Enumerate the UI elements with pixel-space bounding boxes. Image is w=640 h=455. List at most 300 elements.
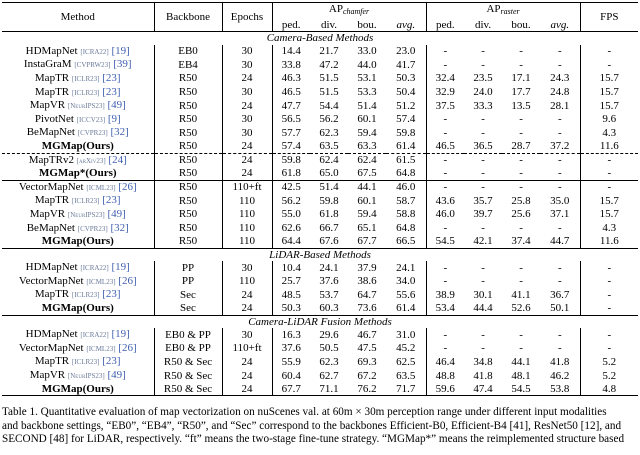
value-cell: 48.1	[511, 369, 531, 382]
value-cell: 16.3	[272, 328, 310, 342]
backbone-cell: R50	[154, 72, 222, 86]
value-cell: -	[580, 167, 638, 180]
value-cell: 47.2	[319, 58, 339, 71]
backbone-cell: R50	[154, 167, 222, 180]
value-cell: 42.5	[272, 180, 310, 194]
value-cell: -	[557, 222, 562, 234]
value-cell: -	[519, 113, 523, 126]
value-cell: 35.7	[473, 194, 493, 207]
value-cell: 46.0	[426, 208, 464, 222]
citation-link[interactable]: [49]	[107, 207, 126, 220]
value-cell: 46.0	[386, 180, 426, 194]
value-cell: 33.8	[272, 58, 310, 72]
col-fps-header: FPS	[580, 3, 638, 32]
table-row	[2, 261, 638, 275]
value-cell: -	[426, 342, 464, 356]
value-cell: 46.7	[357, 328, 377, 341]
value-cell: 43.6	[426, 194, 464, 208]
value-cell: -	[426, 58, 464, 72]
table-row	[2, 99, 638, 113]
table-row	[2, 180, 638, 194]
method-name: MGMap(Ours)	[41, 382, 114, 395]
venue-label: [ICCV23]	[76, 115, 106, 124]
method-name: HDMapNet	[25, 261, 78, 274]
value-cell: 39.7	[473, 208, 493, 221]
table-row	[2, 153, 638, 167]
value-cell: 44.7	[550, 235, 570, 248]
value-cell: 41.8	[473, 369, 493, 382]
method-name: MGMap(Ours)	[41, 302, 114, 315]
backbone-cell: R50 & Sec	[154, 383, 222, 396]
col-ap-raster-header: $AP_{raster}$	[426, 3, 580, 19]
method-cell	[2, 113, 154, 127]
method-cell	[2, 153, 154, 167]
table-row	[2, 222, 638, 236]
backbone-cell: R50 & Sec	[154, 369, 222, 383]
value-cell: 4.3	[580, 126, 638, 140]
value-cell: 53.3	[357, 86, 377, 99]
venue-label: [NeurIPS23]	[67, 102, 105, 111]
value-cell: 53.8	[540, 383, 580, 396]
table-row	[2, 194, 638, 208]
sub-col-header: ped.	[272, 19, 310, 32]
method-name: MapTR	[34, 355, 70, 368]
value-cell: -	[580, 45, 638, 59]
value-cell: 32.4	[426, 72, 464, 86]
backbone-cell: R50	[154, 194, 222, 208]
value-cell: 15.7	[580, 99, 638, 113]
citation-link[interactable]: [23]	[102, 288, 121, 301]
value-cell: 28.7	[511, 139, 531, 152]
method-cell	[2, 208, 154, 222]
value-cell: 50.3	[396, 72, 416, 85]
value-cell: 13.5	[511, 99, 531, 112]
method-cell	[2, 328, 154, 342]
value-cell: 11.6	[580, 140, 638, 153]
venue-label: [CVPR23]	[77, 224, 108, 233]
value-cell: 25.7	[272, 275, 310, 289]
method-cell	[2, 261, 154, 275]
value-cell: 11.6	[580, 235, 638, 248]
table-row	[2, 369, 638, 383]
col-backbone-header: Backbone	[154, 3, 222, 32]
value-cell: -	[580, 288, 638, 302]
value-cell: 53.4	[426, 302, 464, 315]
value-cell: 37.6	[272, 342, 310, 356]
value-cell: 60.1	[357, 194, 377, 207]
method-name: BeMapNet	[26, 221, 75, 234]
value-cell: -	[426, 222, 464, 236]
citation-link[interactable]: [23]	[102, 355, 121, 368]
table-row	[2, 58, 638, 72]
value-cell: 47.7	[272, 99, 310, 113]
value-cell: 76.2	[348, 383, 386, 396]
value-cell: -	[557, 167, 562, 180]
method-name: MapVR	[29, 99, 66, 112]
value-cell: -	[481, 275, 485, 288]
value-cell: 37.2	[550, 139, 570, 152]
value-cell: 14.4	[272, 45, 310, 59]
value-cell: 57.4	[396, 113, 416, 126]
backbone-cell: R50	[154, 208, 222, 222]
method-name: MapTR	[34, 71, 70, 84]
value-cell: 64.4	[272, 235, 310, 248]
epochs-cell: 110	[238, 222, 256, 234]
value-cell: 5.2	[580, 355, 638, 369]
value-cell: -	[519, 167, 523, 180]
backbone-cell: R50 & Sec	[154, 355, 222, 369]
value-cell: 38.9	[426, 288, 464, 302]
value-cell: 44.1	[348, 180, 386, 194]
value-cell: 46.4	[426, 355, 464, 369]
value-cell: -	[426, 328, 464, 342]
epochs-cell: 24	[241, 355, 253, 368]
value-cell: 33.0	[357, 45, 377, 58]
value-cell: 15.7	[580, 72, 638, 86]
backbone-cell: R50	[154, 235, 222, 248]
method-name: MGMap(Ours)	[41, 139, 114, 152]
method-name: VectorMapNet	[18, 180, 84, 193]
epochs-cell: 110	[238, 208, 256, 221]
section-title: Camera-Based Methods	[2, 32, 638, 45]
value-cell: -	[481, 113, 485, 126]
table-row	[2, 167, 638, 180]
citation-link[interactable]: [19]	[111, 328, 130, 341]
col-ap-chamfer-header: $AP_{chamfer}$	[272, 3, 426, 19]
citation-link[interactable]: [9]	[107, 112, 121, 125]
method-cell	[2, 302, 154, 315]
backbone-cell: R50	[154, 222, 222, 236]
method-name: MapTR	[34, 194, 70, 207]
method-name: HDMapNet	[25, 328, 78, 341]
value-cell: 64.7	[357, 288, 377, 301]
backbone-cell: PP	[154, 261, 222, 275]
backbone-cell: EB0	[154, 45, 222, 59]
epochs-cell: 24	[241, 369, 253, 382]
venue-label: [ICML23]	[86, 183, 116, 192]
value-cell: 51.2	[396, 99, 416, 112]
value-cell: -	[502, 153, 540, 167]
method-cell	[2, 194, 154, 208]
value-cell: 62.4	[348, 153, 386, 167]
value-cell: 10.4	[272, 261, 310, 275]
citation-link[interactable]: [32]	[110, 221, 129, 234]
table-row	[2, 342, 638, 356]
backbone-cell: Sec	[154, 288, 222, 302]
epochs-cell: 24	[241, 139, 253, 152]
value-cell: -	[502, 180, 540, 194]
value-cell: 59.8	[272, 153, 310, 167]
venue-label: [CVPR23]	[77, 129, 108, 138]
value-cell: -	[519, 126, 523, 139]
citation-link[interactable]: [49]	[107, 99, 126, 112]
value-cell: 9.6	[580, 113, 638, 127]
method-name: VectorMapNet	[18, 341, 84, 354]
value-cell: 46.2	[550, 369, 570, 382]
value-cell: -	[580, 342, 638, 356]
venue-label: [arXiv23]	[76, 156, 106, 165]
venue-label: [ICLR23]	[71, 291, 100, 300]
section-header-row	[2, 248, 638, 261]
backbone-cell: R50	[154, 86, 222, 100]
sub-col-header: bou.	[357, 18, 377, 31]
value-cell: 62.5	[396, 355, 416, 368]
method-name: PivotNet	[34, 112, 74, 125]
value-cell: -	[519, 275, 523, 288]
value-cell: 37.5	[426, 99, 464, 113]
value-cell: -	[580, 302, 638, 315]
sub-col-header: avg.	[550, 18, 570, 31]
epochs-cell: 30	[241, 261, 253, 274]
value-cell: -	[481, 222, 485, 234]
value-cell: 48.8	[426, 369, 464, 383]
value-cell: 46.5	[426, 140, 464, 153]
value-cell: -	[580, 275, 638, 289]
venue-label: [ICML23]	[86, 344, 116, 353]
value-cell: 71.7	[386, 383, 426, 396]
table-row	[2, 328, 638, 342]
value-cell: -	[557, 126, 562, 139]
value-cell: 53.7	[319, 288, 339, 301]
citation-link[interactable]: [23]	[102, 194, 121, 207]
caption-line: Table 1. Quantitative evaluation of map vectorization on nuScenes val. at 60m × 30m perception range under different input modalities	[2, 406, 607, 418]
value-cell: 62.3	[319, 126, 339, 139]
epochs-cell: 30	[241, 58, 253, 71]
value-cell: 50.5	[319, 342, 339, 355]
backbone-cell: Sec	[154, 302, 222, 315]
epochs-cell: 30	[241, 86, 253, 99]
venue-label: [NeurIPS23]	[67, 372, 105, 381]
method-cell	[2, 275, 154, 289]
value-cell: 58.8	[396, 208, 416, 221]
table-row	[2, 45, 638, 59]
section-header-row	[2, 32, 638, 45]
value-cell: 28.1	[550, 99, 570, 112]
venue-label: [ICRA22]	[80, 47, 109, 56]
venue-label: [ICLR23]	[71, 358, 100, 367]
value-cell: 24.3	[550, 72, 570, 85]
value-cell: -	[519, 222, 523, 234]
value-cell: 41.7	[396, 58, 416, 71]
section-title: Camera-LiDAR Fusion Methods	[2, 315, 638, 328]
backbone-cell: R50	[154, 99, 222, 113]
venue-label: [ICRA22]	[80, 264, 109, 273]
table-row	[2, 126, 638, 140]
table-row	[2, 235, 638, 248]
value-cell: -	[540, 180, 580, 194]
value-cell: -	[426, 126, 464, 140]
table-row	[2, 140, 638, 153]
value-cell: -	[464, 180, 502, 194]
table-row	[2, 113, 638, 127]
value-cell: 54.5	[502, 383, 540, 396]
value-cell: -	[481, 45, 485, 58]
value-cell: 63.3	[357, 139, 377, 152]
value-cell: 23.5	[473, 72, 493, 85]
method-cell	[2, 86, 154, 100]
citation-link[interactable]: [26]	[118, 274, 137, 287]
epochs-cell: 30	[241, 126, 253, 139]
value-cell: 67.7	[272, 383, 310, 396]
backbone-cell: R50	[154, 153, 222, 167]
value-cell: 63.5	[319, 139, 339, 152]
table-row	[2, 72, 638, 86]
value-cell: -	[481, 58, 485, 71]
value-cell: 37.1	[550, 208, 570, 221]
value-cell: -	[519, 328, 523, 341]
value-cell: 38.6	[357, 275, 377, 288]
value-cell: 25.6	[511, 208, 531, 221]
value-cell: 62.6	[272, 222, 310, 236]
value-cell: 60.4	[272, 369, 310, 383]
method-cell	[2, 167, 154, 180]
value-cell: 21.7	[319, 45, 339, 58]
value-cell: 25.8	[511, 194, 531, 207]
value-cell: 55.6	[396, 288, 416, 301]
value-cell: 56.5	[272, 113, 310, 127]
value-cell: 42.1	[473, 235, 493, 248]
value-cell: -	[557, 45, 562, 58]
method-cell	[2, 342, 154, 356]
value-cell: -	[426, 45, 464, 59]
value-cell: 62.3	[319, 355, 339, 368]
venue-label: [NeurIPS23]	[67, 210, 105, 219]
section-header-row	[2, 315, 638, 328]
value-cell: 59.8	[396, 126, 416, 139]
table-row	[2, 355, 638, 369]
value-cell: 55.9	[272, 355, 310, 369]
value-cell: -	[540, 153, 580, 167]
method-cell	[2, 126, 154, 140]
value-cell: 53.1	[357, 72, 377, 85]
method-name: VectorMapNet	[18, 274, 84, 287]
section-title: LiDAR-Based Methods	[2, 248, 638, 261]
citation-link[interactable]: [19]	[111, 261, 130, 274]
method-cell	[2, 72, 154, 86]
value-cell: 61.4	[396, 302, 416, 315]
value-cell: 23.0	[396, 45, 416, 58]
value-cell: 45.2	[396, 342, 416, 355]
value-cell: 59.6	[426, 383, 464, 396]
value-cell: 67.5	[357, 167, 377, 180]
value-cell: 36.5	[473, 139, 493, 152]
value-cell: -	[580, 328, 638, 342]
value-cell: 58.7	[396, 194, 416, 207]
citation-link[interactable]: [24]	[108, 153, 127, 166]
value-cell: -	[557, 328, 562, 341]
citation-link[interactable]: [19]	[111, 44, 130, 57]
epochs-cell: 110+ft	[232, 342, 262, 355]
citation-link[interactable]: [23]	[102, 85, 121, 98]
value-cell: 24.0	[473, 86, 493, 99]
value-cell: 64.8	[396, 167, 416, 180]
value-cell: 37.4	[511, 235, 531, 248]
value-cell: 50.3	[272, 302, 310, 315]
venue-label: [CVPRW23]	[74, 61, 111, 70]
method-cell	[2, 58, 154, 72]
value-cell: 44.0	[357, 58, 377, 71]
epochs-cell: 24	[241, 167, 253, 180]
value-cell: 69.3	[357, 355, 377, 368]
value-cell: 5.2	[580, 369, 638, 383]
value-cell: 57.7	[272, 126, 310, 140]
value-cell: 24.1	[396, 261, 416, 274]
citation-link[interactable]: [26]	[118, 180, 137, 193]
value-cell: 55.0	[272, 208, 310, 222]
caption-line: and backbone settings, “EB0”, “EB4”, “R50”, and “Sec” correspond to the backbones Efficient-B0, Efficient-B4 [41], ResNet50 [12], and	[2, 419, 622, 432]
sub-col-header: bou.	[511, 18, 531, 31]
epochs-cell: 30	[241, 113, 253, 126]
value-cell: -	[580, 153, 638, 167]
value-cell: 17.1	[511, 72, 531, 85]
sub-col-header: div.	[320, 18, 338, 31]
value-cell: 59.8	[319, 194, 339, 207]
value-cell: 51.5	[319, 86, 339, 99]
backbone-cell: EB4	[154, 58, 222, 72]
method-name: MGMap*(Ours)	[38, 167, 117, 180]
value-cell: 56.2	[319, 113, 339, 126]
citation-link[interactable]: [49]	[107, 369, 126, 382]
backbone-cell: R50	[154, 113, 222, 127]
value-cell: 46.3	[272, 72, 310, 86]
epochs-cell: 24	[241, 99, 253, 112]
citation-link[interactable]: [26]	[118, 341, 137, 354]
value-cell: -	[481, 167, 485, 180]
backbone-cell: PP	[154, 275, 222, 289]
value-cell: 24.8	[550, 86, 570, 99]
epochs-cell: 110	[238, 275, 256, 288]
method-cell	[2, 99, 154, 113]
value-cell: -	[426, 275, 464, 289]
value-cell: 51.5	[319, 72, 339, 85]
citation-link[interactable]: [32]	[110, 126, 129, 139]
citation-link[interactable]: [39]	[113, 58, 132, 71]
epochs-cell: 24	[241, 302, 253, 315]
epochs-cell: 24	[222, 153, 272, 167]
value-cell: -	[426, 153, 464, 167]
method-cell	[2, 140, 154, 153]
value-cell: 4.3	[580, 222, 638, 236]
citation-link[interactable]: [23]	[102, 71, 121, 84]
table-row	[2, 383, 638, 396]
value-cell: 32.9	[426, 86, 464, 100]
value-cell: 67.7	[357, 235, 377, 248]
value-cell: 61.8	[319, 208, 339, 221]
method-name: BeMapNet	[26, 126, 75, 139]
value-cell: 50.4	[396, 86, 416, 99]
value-cell: -	[519, 342, 523, 355]
value-cell: 64.8	[396, 222, 416, 234]
backbone-cell: R50	[154, 126, 222, 140]
value-cell: 15.7	[580, 86, 638, 100]
value-cell: -	[426, 167, 464, 180]
value-cell: 65.0	[319, 167, 339, 180]
epochs-cell: 24	[241, 72, 253, 85]
method-name: MapVR	[29, 207, 66, 220]
value-cell: -	[580, 58, 638, 72]
value-cell: 51.4	[357, 99, 377, 112]
value-cell: 41.8	[550, 355, 570, 368]
table-row	[2, 302, 638, 315]
value-cell: -	[481, 261, 485, 274]
value-cell: 44.1	[511, 355, 531, 368]
value-cell: -	[519, 58, 523, 71]
col-epochs-header: Epochs	[222, 3, 272, 32]
value-cell: -	[519, 261, 523, 274]
epochs-cell: 24	[241, 288, 253, 301]
value-cell: 17.7	[511, 86, 531, 99]
venue-label: [ICLR23]	[71, 74, 100, 83]
